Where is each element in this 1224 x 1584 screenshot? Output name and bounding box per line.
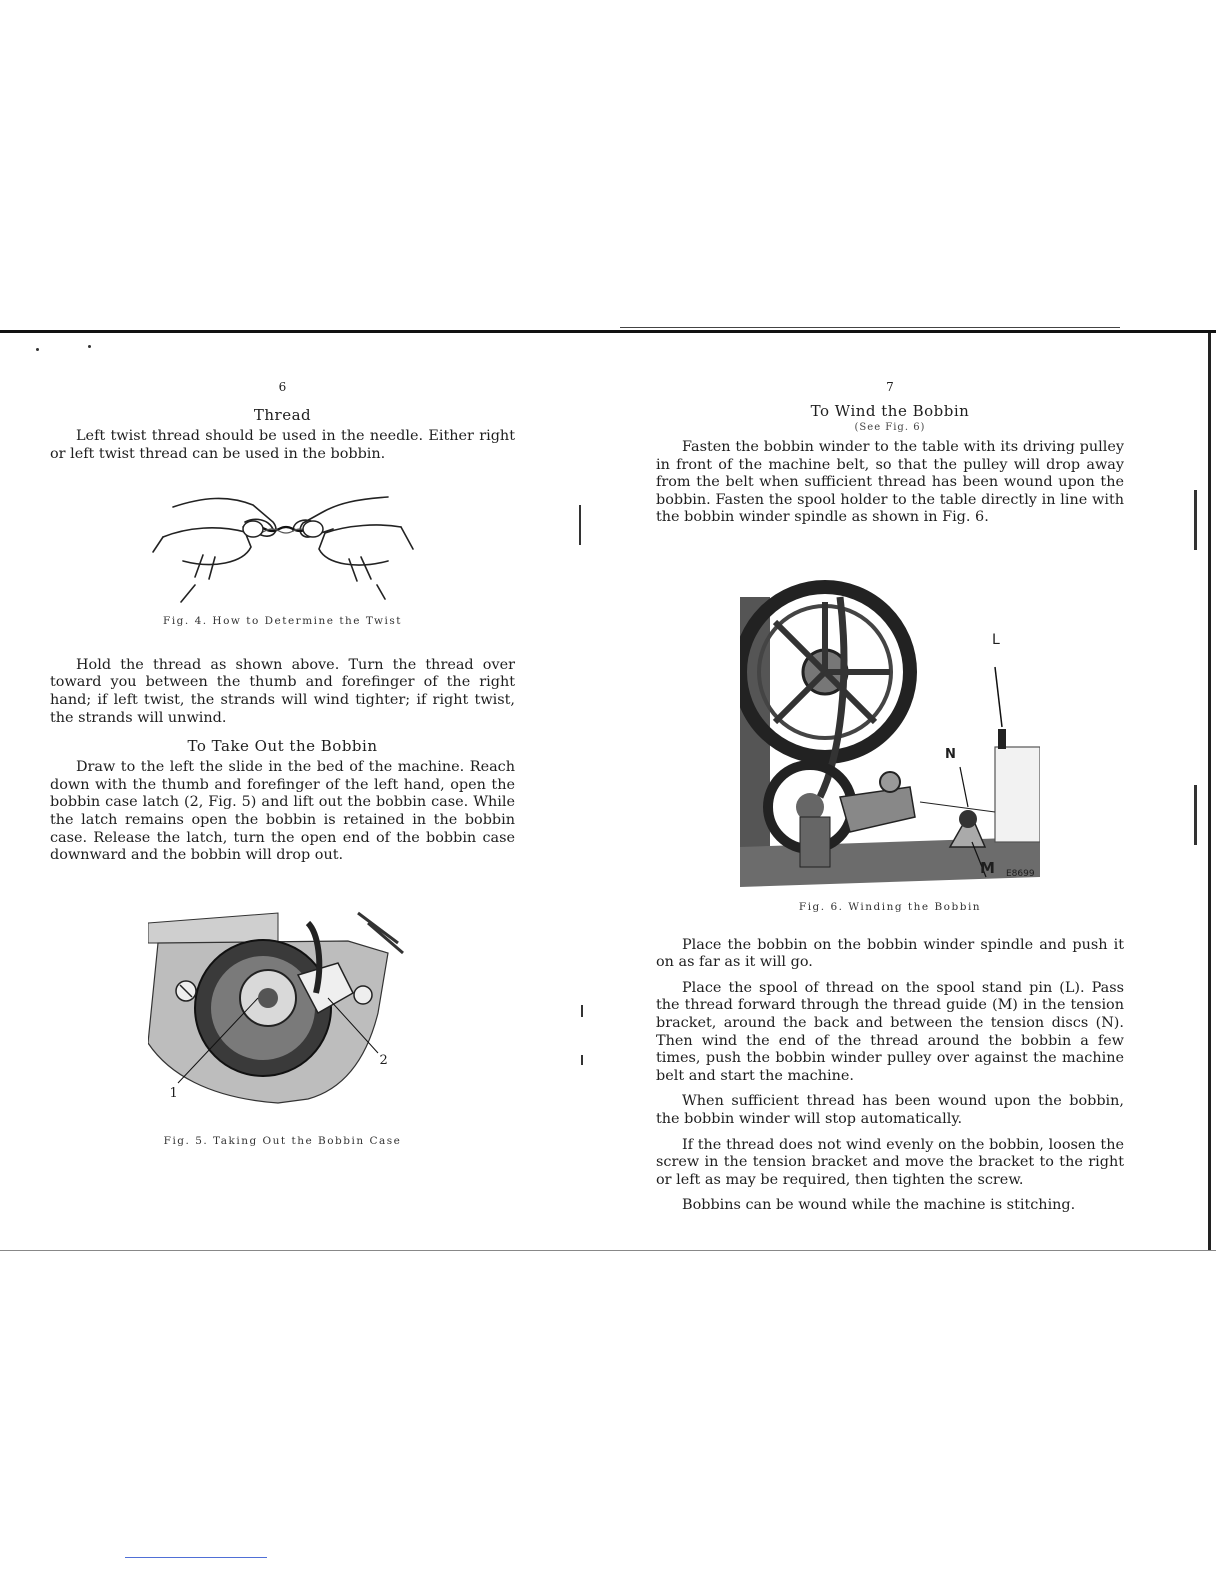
paragraph-fasten: Fasten the bobbin winder to the table with its driving pulley in front of the machine belt, so that the pulley will drop away from the belt when sufficient thread has been wound upon the bobbin. Fasten the spool holder to the table directly in line with the bobbin winder spindle as shown in Fig. 6. [656,439,1124,526]
gutter-mark [581,1005,583,1017]
edge-mark [1194,490,1197,550]
fig5-label-1: 1 [169,1085,178,1101]
scan-speck [36,348,39,351]
figure-winding-bobbin [740,557,1040,897]
see-fig-reference: (See Fig. 6) [854,422,926,433]
figure-bobbin-case-wrap [148,903,418,1113]
paragraph-place-spool: Place the spool of thread on the spool stand pin (L). Pass the thread forward through the thread guide (M) in the tension bracket, around the back and between the tension discs (N). Then wind the end of the thread around the bobbin a few times, push the bobbin winder pulley over against the machine belt and start the machine. [656,979,1124,1084]
paragraph-stop: When sufficient thread has been wound upon the bobbin, the bobbin winder will stop automatically. [656,1093,1124,1127]
fig6-code: E8699 [1006,868,1035,879]
fig5-label-2: 2 [379,1052,388,1068]
paragraph-take-out: Draw to the left the slide in the bed of the machine. Reach down with the thumb and forefinger of the left hand, open the bobbin case latch (2, Fig. 5) and lift out the bobbin case. While the latch remains open the bobbin is retained in the bobbin case. Release the latch, turn the open end of the bobbin case downward and the bobbin will drop out. [50,759,515,864]
page-number: 7 [886,380,894,394]
edge-mark [1194,785,1197,845]
figure-winding-wrap [740,557,1040,897]
figure-bobbin-case [148,903,418,1113]
fig6-label-L: L [992,631,1000,648]
fig6-label-M: M [980,858,995,877]
figure-twist-hands [133,477,433,607]
page-number: 6 [278,380,287,394]
footer-line [125,1557,267,1558]
paragraph-stitching: Bobbins can be wound while the machine is stitching. [682,1197,1076,1214]
scan-speck [88,345,91,348]
heading-take-out-bobbin: To Take Out the Bobbin [187,737,378,756]
paragraph-twist: Hold the thread as shown above. Turn the thread over toward you between the thumb and forefinger of the right hand; if left twist, the strands will wind tighter; if right twist, the strands will unwind. [50,656,515,726]
paragraph-place-bobbin: Place the bobbin on the bobbin winder spindle and push it on as far as it will go. [656,936,1124,971]
right-page [656,378,1124,1215]
fig6-label-N: N [945,746,956,762]
paragraph-thread: Left twist thread should be used in the needle. Either right or left twist thread can be used in the bobbin. [50,428,515,462]
fig5-caption: Fig. 5. Taking Out the Bobbin Case [163,1134,402,1147]
bottom-rule [0,1250,1216,1251]
top-rule [0,330,1216,333]
gutter-mark [581,1055,583,1065]
fig4-caption: Fig. 4. How to Determine the Twist [163,615,402,628]
left-page [50,378,515,1150]
fig6-caption: Fig. 6. Winding the Bobbin [798,900,982,913]
gutter-mark [579,505,581,545]
heading-wind-bobbin: To Wind the Bobbin [810,402,970,420]
heading-thread: Thread [253,406,312,424]
paragraph-uneven: If the thread does not wind evenly on the bobbin, loosen the screw in the tension bracket and move the bracket to the right or left as may be required, then tighten the screw. [656,1136,1124,1188]
top-rule-thin [620,327,1120,328]
right-page-edge [1208,333,1211,1251]
